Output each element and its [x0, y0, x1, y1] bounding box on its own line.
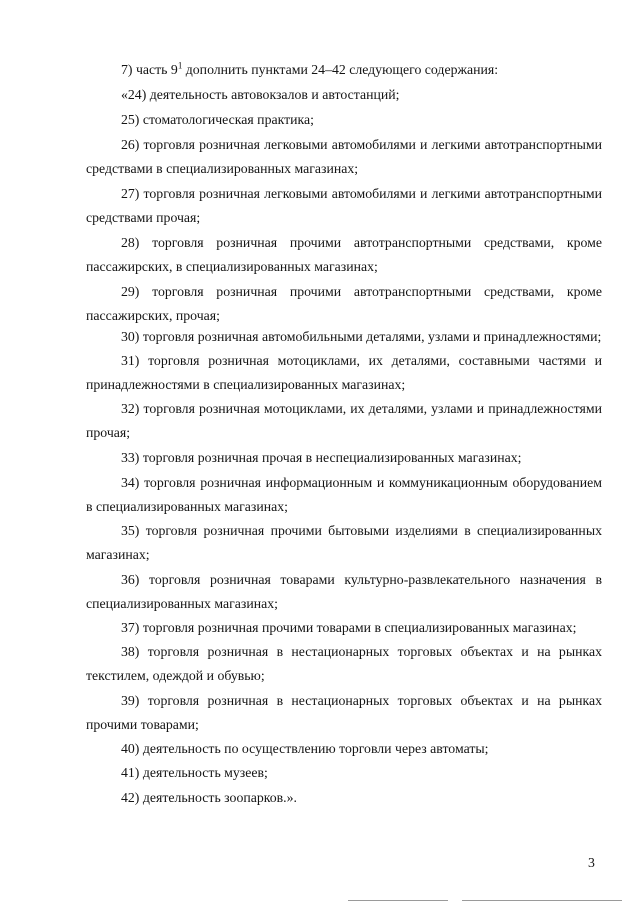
intro-prefix: 7) часть 9	[121, 62, 178, 77]
list-item-29: 29) торговля розничная прочими автотранспортными средствами, кроме пассажирских, прочая;	[86, 284, 602, 323]
list-item-31: 31) торговля розничная мотоциклами, их деталями, составными частями и принадлежностями в специализированных магазинах;	[86, 353, 602, 392]
list-item-34: 34) торговля розничная информационным и коммуникационным оборудованием в специализированных магазинах;	[86, 475, 602, 514]
list-item-30: 30) торговля розничная автомобильными деталями, узлами и принадлежностями;	[121, 329, 602, 344]
list-item-33: 33) торговля розничная прочая в неспециализированных магазинах;	[121, 450, 522, 465]
intro-suffix: дополнить пунктами 24–42 следующего содержания:	[182, 62, 499, 77]
list-item-39: 39) торговля розничная в нестационарных торговых объектах и на рынках прочими товарами;	[86, 693, 602, 732]
bottom-rule-left	[348, 900, 448, 901]
list-item-37: 37) торговля розничная прочими товарами в специализированных магазинах;	[121, 620, 577, 635]
list-item-38: 38) торговля розничная в нестационарных торговых объектах и на рынках текстилем, одеждой и обувью;	[86, 644, 602, 683]
list-item-42: 42) деятельность зоопарков.».	[121, 790, 297, 805]
bottom-rule-right	[462, 900, 622, 901]
list-item-41: 41) деятельность музеев;	[121, 765, 268, 780]
list-item-25: 25) стоматологическая практика;	[121, 112, 314, 127]
intro-paragraph	[86, 58, 602, 82]
intro-superscript: 1	[177, 60, 183, 71]
list-item-24: «24) деятельность автовокзалов и автостанций;	[121, 87, 400, 102]
list-item-32: 32) торговля розничная мотоциклами, их деталями, узлами и принадлежностями прочая;	[86, 401, 602, 440]
list-item-36: 36) торговля розничная товарами культурно-развлекательного назначения в специализированных магазинах;	[86, 572, 602, 611]
page-number: 3	[588, 855, 595, 870]
list-item-40: 40) деятельность по осуществлению торговли через автоматы;	[121, 741, 489, 756]
list-item-28: 28) торговля розничная прочими автотранспортными средствами, кроме пассажирских, в специализированных магазинах;	[86, 235, 602, 274]
list-item-35: 35) торговля розничная прочими бытовыми изделиями в специализированных магазинах;	[86, 523, 602, 562]
list-item-27: 27) торговля розничная легковыми автомобилями и легкими автотранспортными средствами прочая;	[86, 186, 602, 225]
list-item-26: 26) торговля розничная легковыми автомобилями и легкими автотранспортными средствами в специализированных магазинах;	[86, 137, 602, 176]
